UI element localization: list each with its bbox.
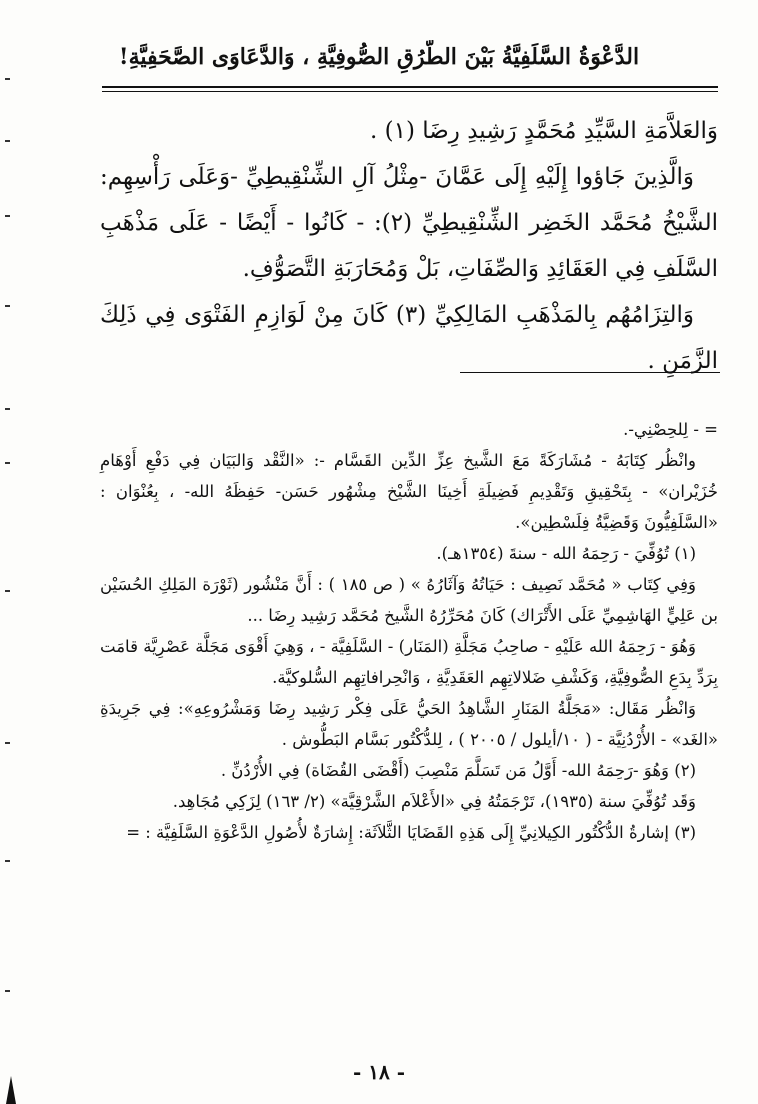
footnote-continuation: = - لِلحِصْنِي-. [623,420,718,439]
footnote-1-article: وَانْظُر مَقَال: «مَجَلَّةُ المَنَارِ الشَّاهِدُ الحَيُّ عَلَى فِكْر رَشِيد رِضَا وَمَشْرُوعِهِ»: فِي جَرِيدَةِ «الغَد» - الأُرْدُنِيَّة - ( ١٠/أيلول / ٢٠٠٥ ) ، لِلدُّكْتُور بَسَّام البَطُّوش . [100,699,718,749]
footnote-1: (١) تُوُفِّيَ - رَحِمَهُ الله - سنةَ (١٣٥٤هـ). [436,544,696,563]
main-paragraph-2: وَالَّذِينَ جَاؤوا إِلَيْهِ إِلَى عَمَّانَ -مِثْلُ آلِ الشِّنْقِيطِيِّ -وَعَلَى رَأْسِهِم: الشَّيْخُ مُحَمَّد الخَضِر الشِّنْقِيطِيِّ (٢): - كَانُوا - أَيْضًا - عَلَى مَذْهَبِ السَّلَفِ فِي العَقَائِدِ وَالصِّفَاتِ، بَلْ وَمُحَارَبَةِ التَّصَوُّفِ. [100,164,718,282]
footnotes [100,414,718,848]
footnote-1-source: وَفِي كِتَاب « مُحَمَّد نَصِيف : حَيَاتُهُ وَآثَارُهُ » ( ص ١٨٥ ) : أَنَّ مَنْشُور (ثَوْرَة المَلِكِ الحُسَيْن بن عَلِيٍّ الهَاشِمِيِّ عَلَى الأَتْرَاك) كَانَ مُحَرِّرُهُ الشَّيخ مُحَمَّد رَشِيد رِضَا ... [100,575,718,625]
margin-tick-mark [5,408,10,410]
footnote-separator [460,372,720,373]
header-rule-thick [102,86,718,88]
margin-tick-mark [5,590,10,592]
margin-tick-mark [5,742,10,744]
margin-tick-mark [5,305,10,307]
margin-tick-mark [5,78,10,80]
margin-tick-mark [5,215,10,217]
margin-tick-mark [5,462,10,464]
margin-tick-mark [5,860,10,862]
page-number: - ١٨ - [352,1060,405,1084]
footnote-2: (٢) وَهُوَ -رَحِمَهُ الله- أَوَّلُ مَن تَسَلَّمَ مَنْصِبَ (أَقْضَى القُضَاة) فِي الأُرْدُنِّ . [220,761,696,780]
header-rule-thin [102,91,718,92]
corner-scan-mark [6,1076,16,1104]
running-header-title: الدَّعْوَةُ السَّلَفِيَّةُ بَيْنَ الطُّرُقِ الصُّوفِيَّةِ ، وَالدَّعَاوَى الصَّحَفِيَّةِ! [118,44,640,70]
main-paragraph-1: وَالعَلاَّمَةِ السَّيِّدِ مُحَمَّدٍ رَشِيدِ رِضَا (١) . [370,118,718,144]
main-text [100,108,718,384]
margin-tick-mark [5,990,10,992]
footnote-line-book-ref: وانْظُر كِتَابَهُ - مُشَارَكَةً مَعَ الشَّيخ عِزِّ الدِّين القَسَّام -: «النَّقْد وَالبَيَان فِي دَفْعِ أَوْهَامِ خُزَيْران» - بِتَحْقِيقِ وَتَقْدِيمِ فَضِيلَةِ أَخِينَا الشَّيْخ مِشْهُور حَسَن- حَفِظَهُ الله- ، بِعُنْوَان : «السَّلَفِيُّونَ وَقَضِيَّةُ فِلَسْطِين». [100,451,718,532]
footnote-3: (٣) إشارةُ الدُّكْتُور الكِيلانِيِّ إِلَى هَذِهِ القَضَايَا الثَّلاَثَة: إِشارَةٌ لأُصُولِ الدَّعْوَةِ السَّلَفِيَّة : = [126,823,696,842]
footnote-2-death: وَقَد تُوُفِّيَ سنة (١٩٣٥)، تَرْجَمَتُهُ فِي «الأَعْلاَم الشَّرْقِيَّة» (٢/ ١٦٣) لِزَكِي مُجَاهِد. [172,792,696,811]
margin-tick-mark [5,140,10,142]
main-paragraph-3: وَالتِزَامُهُم بِالمَذْهَبِ المَالِكِيِّ (٣) كَانَ مِنْ لَوَازِمِ الفَتْوَى فِي ذَلِكَ الزَّمَنِ . [100,302,718,374]
footnote-1-manar: وَهُوَ - رَحِمَهُ الله عَلَيْهِ - صاحِبُ مَجَلَّةِ (المَنَار) - السَّلَفِيَّة - ، وَهِيَ أَقْوَى مَجَلَّة عَصْرِيَّة قامَت بِرَدِّ بِدَعِ الصُّوفِيَّةِ، وَكَشْفِ ضَلالاتِهِم العَقَدِيَّةِ ، وَانْحِرافاتِهِم السُّلوكيَّة. [100,637,718,687]
